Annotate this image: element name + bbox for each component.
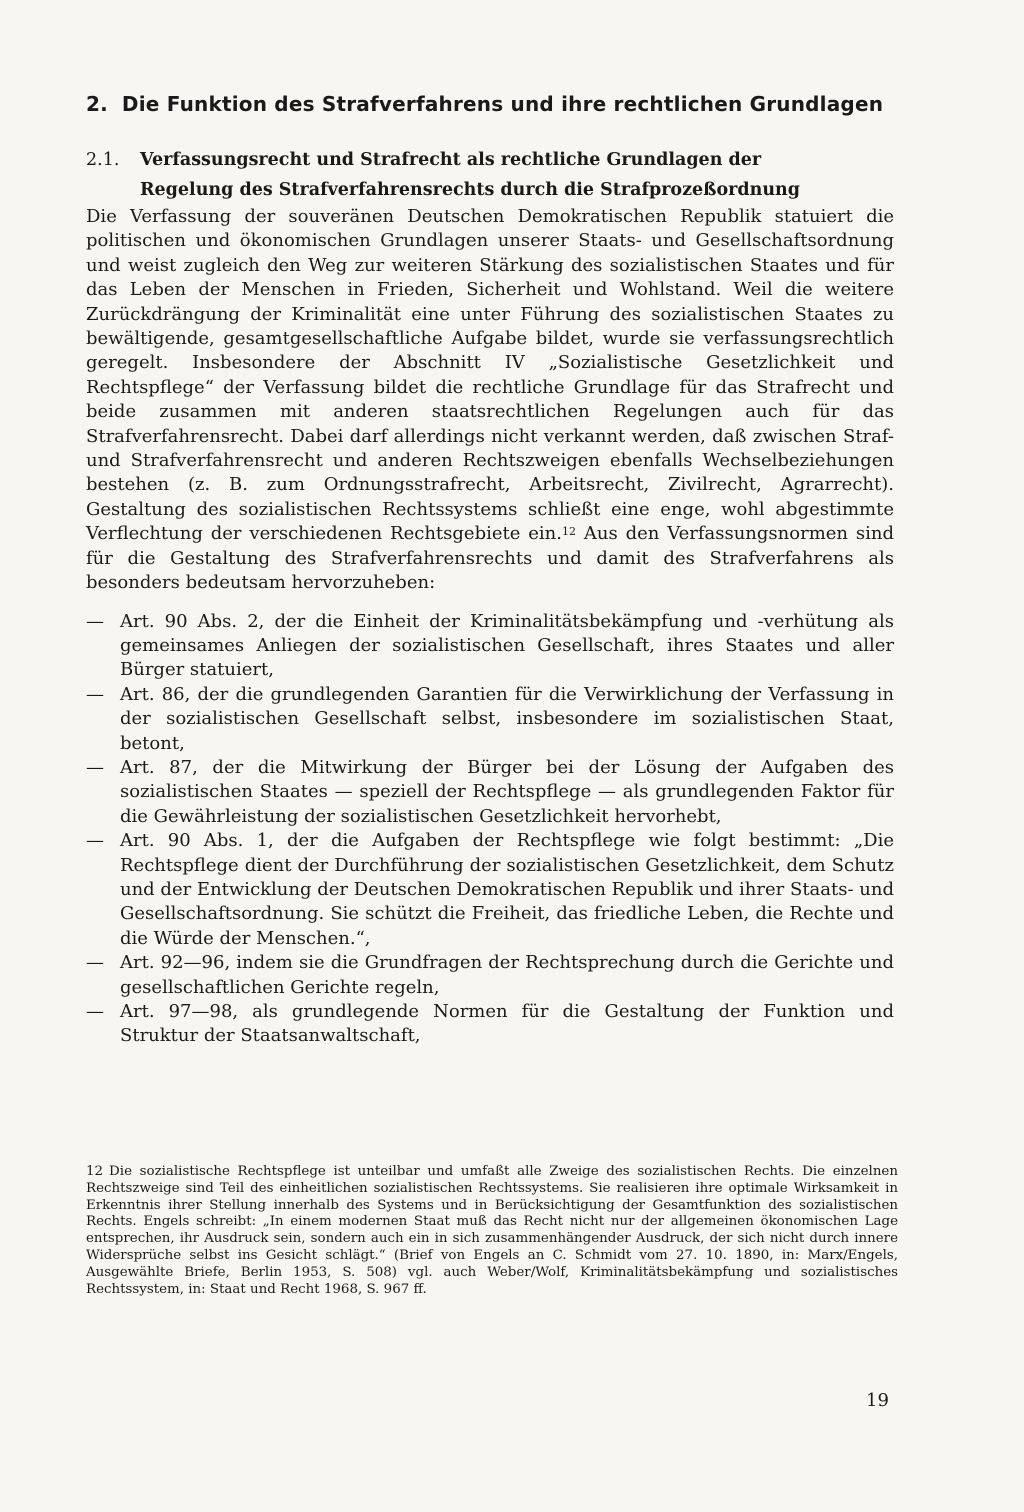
section-number: 2.1. — [86, 150, 120, 170]
section-heading-line-1 — [86, 145, 876, 175]
list-dash: — — [86, 610, 104, 632]
footnote-text: Die sozialistische Rechtspflege ist unteilbar und umfaßt alle Zweige des sozialistischen Rechts. Die einzelnen Rechtszweige sind Teil des einheitlichen sozialistischen Rechtssystems. Sie realisieren ihre optimale Wirksamkeit in Erkenntnis ihrer Stellung innerhalb des Systems und in Berücksichtigung der Gesamtfunktion des sozialistischen Rechts. Engels schreibt: „In einem modernen Staat muß das Recht nicht nur der allgemeinen ökonomischen Lage entsprechen, ihr Ausdruck sein, sondern auch ein in sich zusammenhängender Ausdruck, der sich nicht durch innere Widersprüche selbst ins Gesicht schlägt.“ (Brief von Engels an C. Schmidt vom 27. 10. 1890, in: Marx/Engels, Ausgewählte Briefe, Berlin 1953, S. 508) vgl. auch Weber/Wolf, Kriminalitätsbekämpfung und sozialistisches Rechtssystem, in: Staat und Recht 1968, S. 967 ff. — [86, 1164, 898, 1297]
chapter-title: Die Funktion des Strafverfahrens und ihre rechtlichen Grundlagen — [121, 92, 884, 116]
article-list — [86, 610, 894, 1049]
list-item — [86, 1000, 894, 1049]
chapter-number: 2. — [86, 92, 108, 116]
intro-continuation: Aus den Verfassungsnormen sind für die Gestaltung des Strafverfahrensrechts und damit des Strafverfahrens als besonders bedeutsam hervorzuheben: — [86, 523, 894, 594]
section-title-line-2: Regelung des Strafverfahrensrechts durch die Strafprozeßordnung — [140, 180, 801, 200]
section-heading — [86, 145, 876, 205]
list-dash: — — [86, 830, 104, 852]
list-item — [86, 683, 894, 756]
list-item-text: Art. 86, der die grundlegenden Garantien für die Verwirklichung der Verfassung in der sozialistischen Gesellschaft selbst, insbesondere im sozialistischen Staat, betont, — [120, 683, 894, 754]
footnote-reference: 12 — [562, 525, 576, 539]
list-item-text: Art. 90 Abs. 2, der die Einheit der Kriminalitätsbekämpfung und -verhütung als gemeinsames Anliegen der sozialistischen Gesellschaft, ihres Staates und aller Bürger statuiert, — [120, 610, 894, 681]
intro-paragraph — [86, 205, 894, 596]
list-item — [86, 829, 894, 951]
list-dash: — — [86, 683, 104, 705]
list-dash: — — [86, 756, 104, 778]
section-title-line-1: Verfassungsrecht und Strafrecht als rechtliche Grundlagen der — [140, 150, 762, 170]
list-item-text: Art. 87, der die Mitwirkung der Bürger bei der Lösung der Aufgaben des sozialistischen Staates — speziell der Rechtspflege — als grundlegenden Faktor für die Gewährleistung der sozialistischen Gesetzlichkeit hervorhebt, — [120, 756, 894, 827]
body-text — [86, 205, 894, 1049]
list-item-text: Art. 97—98, als grundlegende Normen für die Gestaltung der Funktion und Struktur der Staatsanwaltschaft, — [120, 1001, 894, 1047]
list-dash: — — [86, 1001, 104, 1022]
list-item — [86, 756, 894, 829]
intro-text: Die Verfassung der souveränen Deutschen Demokratischen Republik statuiert die politischen und ökonomischen Grundlagen unserer Staats- und Gesellschaftsordnung und weist zugleich den Weg zur weiteren Stärkung des sozialistischen Staates und für das Leben der Menschen in Frieden, Sicherheit und Wohlstand. Weil die weitere Zurückdrängung der Kriminalität eine unter Führung des sozialistischen Staates zu bewältigende, gesamtgesellschaftliche Aufgabe bildet, wurde sie verfassungsrechtlich geregelt. Insbesondere der Abschnitt IV „Sozialistische Gesetzlichkeit und Rechtspflege“ der Verfassung bildet die rechtliche Grundlage für das Strafrecht und beide zusammen mit anderen staatsrechtlichen Regelungen auch für das Strafverfahrensrecht. Dabei darf allerdings nicht verkannt werden, daß zwischen Straf- und Strafverfahrensrecht und anderen Rechtszweigen ebenfalls Wechselbeziehungen bestehen (z. B. zum Ordnungsstrafrecht, Arbeitsrecht, Zivilrecht, Agrarrecht). Gestaltung des sozialistischen Rechtssystems schließt eine enge, wohl abgestimmte Verflechtung der verschiedenen Rechtsgebiete ein. — [86, 206, 894, 545]
page-number: 19 — [866, 1390, 889, 1411]
list-item — [86, 951, 894, 1000]
footnote-number: 12 — [86, 1164, 104, 1179]
list-item-text: Art. 90 Abs. 1, der die Aufgaben der Rechtspflege wie folgt bestimmt: „Die Rechtspflege dient der Durchführung der sozialistischen Gesetzlichkeit, dem Schutz und der Entwicklung der Deutschen Demokratischen Republik und ihrer Staats- und Gesellschaftsordnung. Sie schützt die Freiheit, das friedliche Leben, die Rechte und die Würde der Menschen.“, — [120, 830, 894, 949]
footnote — [86, 1164, 898, 1298]
list-item-text: Art. 92—96, indem sie die Grundfragen der Rechtsprechung durch die Gerichte und gesellschaftlichen Gerichte regeln, — [120, 952, 894, 998]
list-dash: — — [86, 952, 104, 974]
chapter-heading — [86, 92, 883, 116]
list-item — [86, 610, 894, 683]
